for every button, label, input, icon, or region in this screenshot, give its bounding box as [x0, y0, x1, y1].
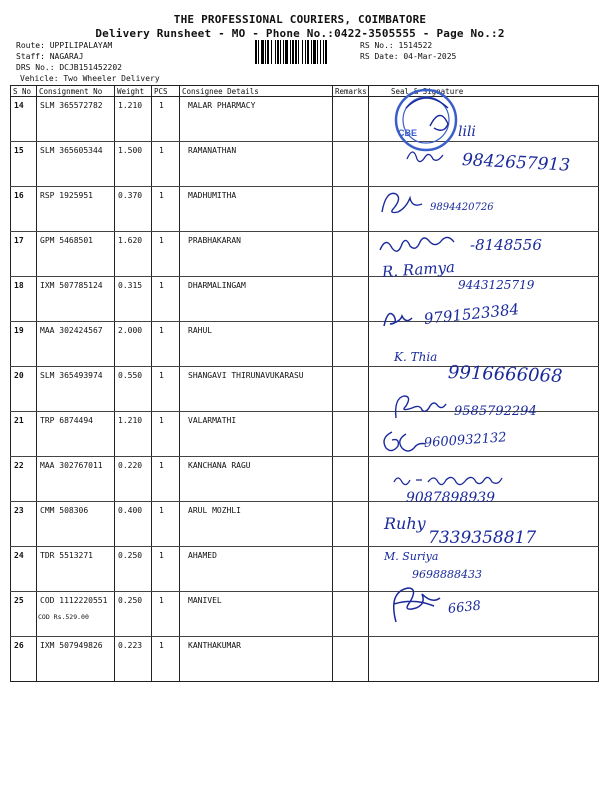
weight-cell: 0.250: [115, 547, 152, 592]
signature-scribble-26: [386, 582, 446, 626]
pcs-cell: 1: [152, 232, 180, 277]
signature-21: 9585792294: [454, 404, 537, 419]
signature-18-name: R. Ramya: [381, 257, 456, 281]
col-weight: Weight: [115, 86, 152, 97]
pcs-cell: 1: [152, 592, 180, 637]
consignment-cell: SLM 365493974: [37, 367, 115, 412]
signature-19: 9791523384: [423, 300, 520, 328]
consignee-cell: KANCHANA RAGU: [180, 457, 333, 502]
consignee-cell: SHANGAVI THIRUNAVUKARASU: [180, 367, 333, 412]
weight-cell: 0.250: [115, 592, 152, 637]
table-row: [11, 97, 599, 142]
vehicle-label: Vehicle: Two Wheeler Delivery: [20, 74, 160, 83]
staff-label: Staff: NAGARAJ: [16, 52, 84, 61]
remarks-cell: [333, 457, 369, 502]
signature-scribble-21: [390, 392, 450, 422]
remarks-cell: [333, 232, 369, 277]
pcs-cell: 1: [152, 277, 180, 322]
table-row: [11, 187, 599, 232]
sno-cell: 23: [11, 502, 37, 547]
signature-scribble-16: [378, 188, 426, 220]
sno-cell: 19: [11, 322, 37, 367]
signature-20-phone: 9916666068: [447, 362, 563, 387]
consignee-cell: KANTHAKUMAR: [180, 637, 333, 682]
sno-cell: 22: [11, 457, 37, 502]
consignee-cell: PRABHAKARAN: [180, 232, 333, 277]
col-pcs: PCS: [152, 86, 180, 97]
pcs-cell: 1: [152, 322, 180, 367]
weight-cell: 1.620: [115, 232, 152, 277]
sno-cell: 20: [11, 367, 37, 412]
stamp-text: CBE: [398, 128, 418, 138]
sno-cell: 21: [11, 412, 37, 457]
remarks-cell: [333, 412, 369, 457]
col-sno: S No: [11, 86, 37, 97]
remarks-cell: [333, 592, 369, 637]
rs-number: RS No.: 1514522: [360, 41, 433, 50]
weight-cell: 1.210: [115, 97, 152, 142]
signature-scribble-22: [378, 428, 430, 456]
signature-17: -8148556: [470, 236, 542, 254]
remarks-cell: [333, 367, 369, 412]
weight-cell: 0.223: [115, 637, 152, 682]
signature-14: lili: [458, 124, 476, 140]
signature-cell: [369, 637, 599, 682]
table-row: [11, 592, 599, 637]
remarks-cell: [333, 637, 369, 682]
pcs-cell: 1: [152, 457, 180, 502]
pcs-cell: 1: [152, 412, 180, 457]
consignee-cell: RAMANATHAN: [180, 142, 333, 187]
signature-scribble-23: [392, 472, 522, 490]
remarks-cell: [333, 187, 369, 232]
pcs-cell: 1: [152, 187, 180, 232]
pcs-cell: 1: [152, 637, 180, 682]
signature-16: 9894420726: [430, 202, 494, 213]
table-header: [11, 86, 599, 97]
table-row: [11, 637, 599, 682]
signature-15: 9842657913: [461, 150, 571, 176]
weight-cell: 0.370: [115, 187, 152, 232]
signature-23: 9087898939: [406, 490, 496, 506]
signature-22: 9600932132: [423, 430, 508, 451]
consignee-cell: MALAR PHARMACY: [180, 97, 333, 142]
consignee-cell: DHARMALINGAM: [180, 277, 333, 322]
consignment-cell: CMM 508306: [37, 502, 115, 547]
consignee-cell: MANIVEL: [180, 592, 333, 637]
signature-26: 6638: [447, 598, 482, 617]
signature-scribble-17: [378, 232, 468, 258]
sno-cell: 15: [11, 142, 37, 187]
col-signature: Seal & Signature: [369, 86, 599, 97]
col-consignee: Consignee Details: [180, 86, 333, 97]
remarks-cell: [333, 97, 369, 142]
cod-amount-note: COD Rs.529.00: [38, 613, 89, 621]
pcs-cell: 1: [152, 367, 180, 412]
sno-cell: 18: [11, 277, 37, 322]
barcode: [255, 40, 351, 64]
consignment-cell: SLM 365572782: [37, 97, 115, 142]
signature-18-phone: 9443125719: [458, 278, 535, 292]
consignment-cell: RSP 1925951: [37, 187, 115, 232]
consignment-cell: IXM 507949826: [37, 637, 115, 682]
consignment-cell: SLM 365605344: [37, 142, 115, 187]
company-title: THE PROFESSIONAL COURIERS, COIMBATORE: [173, 13, 427, 26]
drs-number: DRS No.: DCJB151452202: [16, 63, 122, 72]
consignee-cell: AHAMED: [180, 547, 333, 592]
remarks-cell: [333, 502, 369, 547]
pcs-cell: 1: [152, 547, 180, 592]
runsheet-subtitle: Delivery Runsheet - MO - Phone No.:0422-3505555 - Page No.:2: [95, 27, 505, 40]
rs-date: RS Date: 04-Mar-2025: [360, 52, 457, 61]
weight-cell: 1.210: [115, 412, 152, 457]
consignment-cell: TRP 6874494: [37, 412, 115, 457]
weight-cell: 0.315: [115, 277, 152, 322]
sno-cell: 14: [11, 97, 37, 142]
consignment-cell: GPM 5468501: [37, 232, 115, 277]
weight-cell: 0.400: [115, 502, 152, 547]
consignment-cell: TDR 5513271: [37, 547, 115, 592]
weight-cell: 0.220: [115, 457, 152, 502]
route-label: Route: UPPILIPALAYAM: [16, 41, 113, 50]
remarks-cell: [333, 322, 369, 367]
sno-cell: 16: [11, 187, 37, 232]
signature-25-name: M. Suriya: [384, 550, 439, 563]
table-row: [11, 547, 599, 592]
consignee-cell: ARUL MOZHLI: [180, 502, 333, 547]
weight-cell: 2.000: [115, 322, 152, 367]
signature-24-phone: 7339358817: [428, 528, 537, 548]
signature-25-phone: 9698888433: [412, 568, 482, 581]
weight-cell: 0.550: [115, 367, 152, 412]
consignment-cell: COD 1112220551 COD Rs.529.00: [37, 592, 115, 637]
sno-cell: 17: [11, 232, 37, 277]
consignee-cell: MADHUMITHA: [180, 187, 333, 232]
col-remarks: Remarks: [333, 86, 369, 97]
remarks-cell: [333, 277, 369, 322]
consignment-cell: MAA 302424567: [37, 322, 115, 367]
sno-cell: 25: [11, 592, 37, 637]
consignee-cell: RAHUL: [180, 322, 333, 367]
col-consignment: Consignment No: [37, 86, 115, 97]
signature-24-name: Ruhy: [384, 514, 426, 533]
signature-20-name: K. Thia: [394, 350, 438, 364]
sno-cell: 24: [11, 547, 37, 592]
consignee-cell: VALARMATHI: [180, 412, 333, 457]
signature-scribble-19: [380, 306, 420, 332]
pcs-cell: 1: [152, 502, 180, 547]
sno-cell: 26: [11, 637, 37, 682]
remarks-cell: [333, 547, 369, 592]
pcs-cell: 1: [152, 142, 180, 187]
table-row: [11, 322, 599, 367]
signature-scribble-15: [405, 145, 445, 165]
weight-cell: 1.500: [115, 142, 152, 187]
consignment-cell: MAA 302767011: [37, 457, 115, 502]
consignment-cell: IXM 507785124: [37, 277, 115, 322]
remarks-cell: [333, 142, 369, 187]
pcs-cell: 1: [152, 97, 180, 142]
